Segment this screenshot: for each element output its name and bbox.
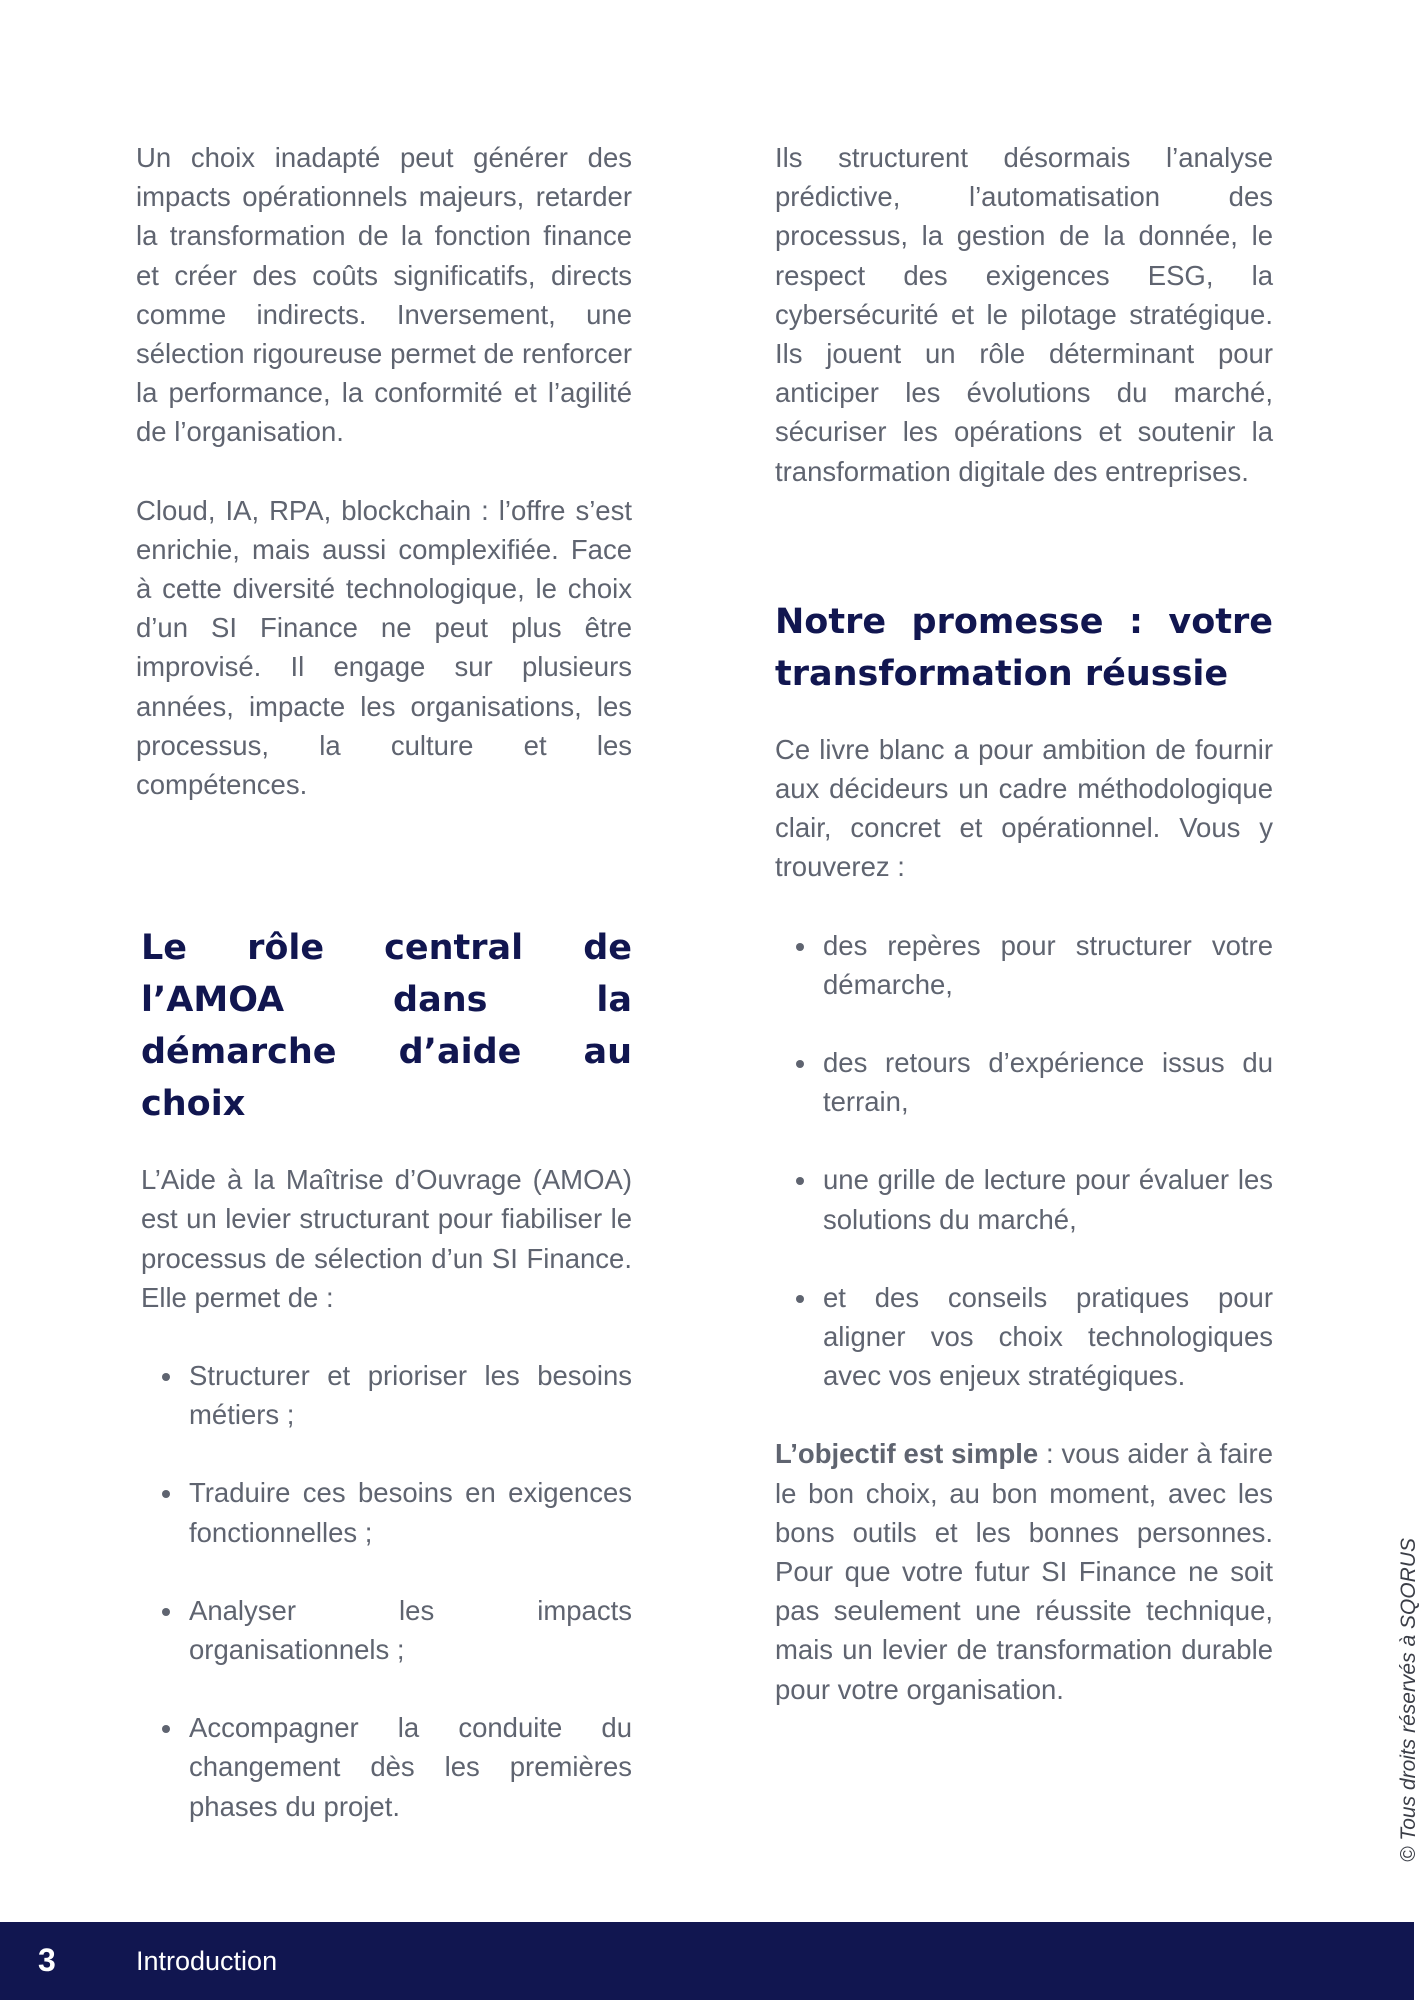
list-item: et des conseils pratiques pour aligner vos choix technologiques avec vos enjeux stratégiques. xyxy=(775,1278,1273,1396)
intro-paragraph-1: Un choix inadapté peut générer des impacts opérationnels majeurs, retarder la transformation de la fonction finance et créer des coûts significatifs, directs comme indirects. Inversement, une sélection rigoureuse permet de renforcer la performance, la conformité et l’agilité de l’organisation. xyxy=(136,142,632,448)
amoa-section-heading: Le rôle central de l’AMOA dans la démarche d’aide au choix xyxy=(141,928,632,1125)
conclusion-paragraph xyxy=(775,1434,1273,1708)
conclusion-text: : vous aider à faire le bon choix, au bon moment, avec les bons outils et les bonnes personnes. Pour que votre futur SI Finance ne soit pas seulement une réussite technique, mais un levier de transformation durable pour votre organisation. xyxy=(775,1438,1273,1705)
amoa-bullet-list xyxy=(141,1356,632,1826)
right-column xyxy=(775,138,1273,1709)
list-item: une grille de lecture pour évaluer les solutions du marché, xyxy=(775,1160,1273,1238)
page-number: 3 xyxy=(38,1942,56,1978)
list-item: Traduire ces besoins en exigences fonctionnelles ; xyxy=(141,1473,632,1551)
list-item: des repères pour structurer votre démarche, xyxy=(775,926,1273,1004)
promise-section-intro: Ce livre blanc a pour ambition de fournir aux décideurs un cadre méthodologique clair, concret et opérationnel. Vous y trouverez : xyxy=(775,733,1273,883)
list-item: Analyser les impacts organisationnels ; xyxy=(141,1591,632,1669)
left-column xyxy=(136,138,632,1826)
conclusion-bold-lead: L’objectif est simple xyxy=(775,1438,1039,1470)
footer-bar xyxy=(0,1922,1414,2000)
footer-section-name: Introduction xyxy=(136,1946,278,1976)
list-item: Accompagner la conduite du changement dès les premières phases du projet. xyxy=(141,1708,632,1826)
promise-section-heading: Notre promesse : votre transformation réussie xyxy=(775,601,1273,694)
list-item: des retours d’expérience issus du terrain, xyxy=(775,1043,1273,1121)
intro-paragraph-2: Cloud, IA, RPA, blockchain : l’offre s’est enrichie, mais aussi complexifiée. Face à cette diversité technologique, le choix d’un SI Finance ne peut plus être improvisé. Il engage sur plusieurs années, impacte les organisations, les processus, la culture et les compétences. xyxy=(136,494,632,801)
technologies-paragraph: Ils structurent désormais l’analyse prédictive, l’automatisation des processus, la gestion de la donnée, le respect des exigences ESG, la cybersécurité et le pilotage stratégique. Ils jouent un rôle déterminant pour anticiper les évolutions du marché, sécuriser les opérations et soutenir la transformation digitale des entreprises. xyxy=(775,142,1273,487)
copyright-notice: © Tous droits réservés à SQORUS xyxy=(1397,1538,1420,1862)
amoa-section-intro: L’Aide à la Maîtrise d’Ouvrage (AMOA) est un levier structurant pour fiabiliser le processus de sélection d’un SI Finance. Elle permet de : xyxy=(141,1164,632,1313)
promise-bullet-list xyxy=(775,926,1273,1396)
list-item: Structurer et prioriser les besoins métiers ; xyxy=(141,1356,632,1434)
